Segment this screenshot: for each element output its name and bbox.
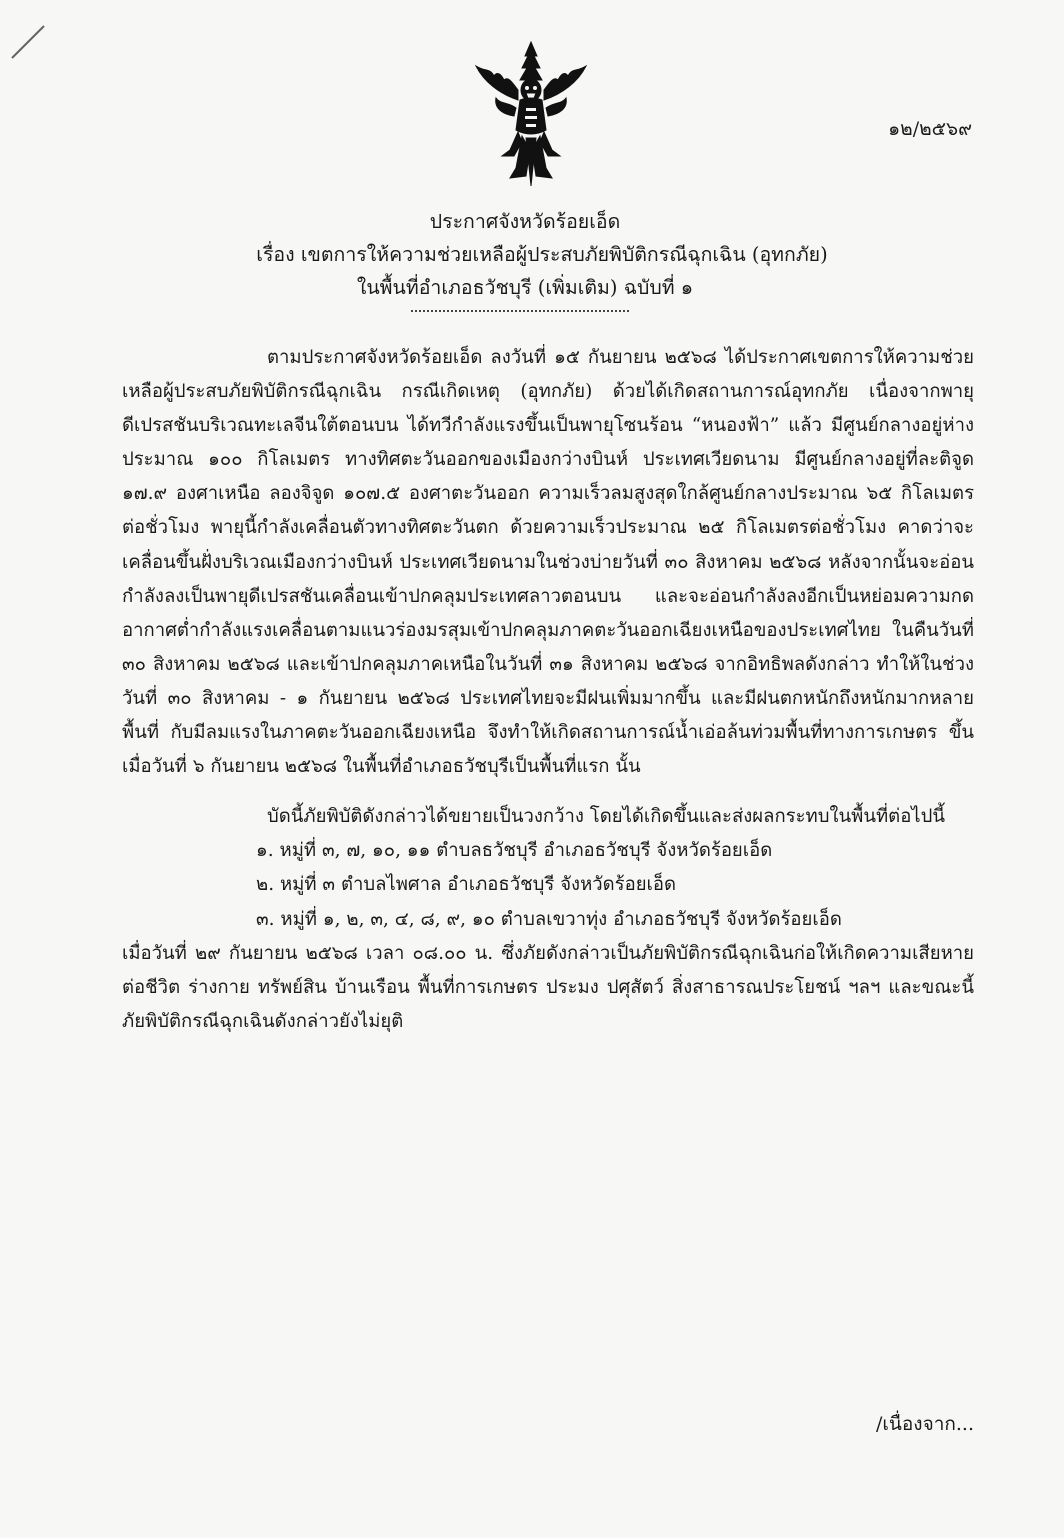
garuda-emblem-icon xyxy=(470,38,592,188)
document-number: ๑๒/๒๕๖๙ xyxy=(888,118,972,140)
paragraph-damage-statement: เมื่อวันที่ ๒๙ กันยายน ๒๕๖๘ เวลา ๐๘.๐๐ น. ซึ่งภัยดังกล่าวเป็นภัยพิบัติกรณีฉุกเฉินก่อให้เกิดความเสียหายต่อชีวิต ร่างกาย ทรัพย์สิน บ้านเรือน พื้นที่การเกษตร ประมง ปศุสัตว์ สิ่งสาธารณประโยชน์ ฯลฯ และขณะนี้ภัยพิบัติกรณีฉุกเฉินดังกล่าวยังไม่ยุติ xyxy=(122,942,974,1032)
affected-area-item-1: ๑. หมู่ที่ ๓, ๗, ๑๐, ๑๑ ตำบลธวัชบุรี อำเภอธวัชบุรี จังหวัดร้อยเอ็ด xyxy=(256,840,773,862)
paragraph-expansion-intro: บัดนี้ภัยพิบัติดังกล่าวได้ขยายเป็นวงกว้าง โดยได้เกิดขึ้นและส่งผลกระทบในพื้นที่ต่อไปนี้ xyxy=(267,806,945,828)
document-body xyxy=(122,341,974,1039)
heading-separator xyxy=(411,310,629,312)
continued-marker: /เนื่องจาก... xyxy=(876,1413,974,1435)
affected-area-item-3: ๓. หมู่ที่ ๑, ๒, ๓, ๔, ๘, ๙, ๑๐ ตำบลเขวาทุ่ง อำเภอธวัชบุรี จังหวัดร้อยเอ็ด xyxy=(256,908,842,930)
paragraph-background: ตามประกาศจังหวัดร้อยเอ็ด ลงวันที่ ๑๕ กันยายน ๒๕๖๘ ได้ประกาศเขตการให้ความช่วยเหลือผู้ประสบภัยพิบัติกรณีฉุกเฉิน กรณีเกิดเหตุ (อุทกภัย) ด้วยได้เกิดสถานการณ์อุทกภัย เนื่องจากพายุดีเปรสชันบริเวณทะเลจีนใต้ตอนบน ได้ทวีกำลังแรงขึ้นเป็นพายุโซนร้อน “หนองฟ้า” แล้ว มีศูนย์กลางอยู่ห่างประมาณ ๑๐๐ กิโลเมตร ทางทิศตะวันออกของเมืองกว่างบินห์ ประเทศเวียดนาม มีศูนย์กลางอยู่ที่ละติจูด ๑๗.๙ องศาเหนือ ลองจิจูด ๑๐๗.๕ องศาตะวันออก ความเร็วลมสูงสุดใกล้ศูนย์กลางประมาณ ๖๕ กิโลเมตรต่อชั่วโมง พายุนี้กำลังเคลื่อนตัวทางทิศตะวันตก ด้วยความเร็วประมาณ ๒๕ กิโลเมตรต่อชั่วโมง คาดว่าจะเคลื่อนขึ้นฝั่งบริเวณเมืองกว่างบินห์ ประเทศเวียดนามในช่วงบ่ายวันที่ ๓๐ สิงหาคม ๒๕๖๘ หลังจากนั้นจะอ่อนกำลังลงเป็นพายุดีเปรสชันเคลื่อนเข้าปกคลุมประเทศลาวตอนบน และจะอ่อนกำลังลงอีกเป็นหย่อมความกดอากาศต่ำกำลังแรงเคลื่อนตามแนวร่องมรสุมเข้าปกคลุมภาคตะวันออกเฉียงเหนือของประเทศไทย ในคืนวันที่ ๓๐ สิงหาคม ๒๕๖๘ และเข้าปกคลุมภาคเหนือในวันที่ ๓๑ สิงหาคม ๒๕๖๘ จากอิทธิพลดังกล่าว ทำให้ในช่วงวันที่ ๓๐ สิงหาคม - ๑ กันยายน ๒๕๖๘ ประเทศไทยจะมีฝนเพิ่มมากขึ้น และมีฝนตกหนักถึงหนักมากหลายพื้นที่ กับมีลมแรงในภาคตะวันออกเฉียงเหนือ จึงทำให้เกิดสถานการณ์น้ำเอ่อล้นท่วมพื้นที่ทางการเกษตร ขึ้นเมื่อวันที่ ๖ กันยายน ๒๕๖๘ ในพื้นที่อำเภอธวัชบุรีเป็นพื้นที่แรก นั้น xyxy=(122,347,974,778)
announcement-subject: เรื่อง เขตการให้ความช่วยเหลือผู้ประสบภัยพิบัติกรณีฉุกเฉิน (อุทกภัย) xyxy=(256,243,828,266)
document-headings xyxy=(0,205,1064,312)
pen-mark-icon xyxy=(10,22,50,62)
announcement-title: ประกาศจังหวัดร้อยเอ็ด xyxy=(429,210,621,233)
affected-area-item-2: ๒. หมู่ที่ ๓ ตำบลไพศาล อำเภอธวัชบุรี จังหวัดร้อยเอ็ด xyxy=(256,874,677,896)
announcement-area: ในพื้นที่อำเภอธวัชบุรี (เพิ่มเติม) ฉบับที่ ๑ xyxy=(356,276,694,299)
